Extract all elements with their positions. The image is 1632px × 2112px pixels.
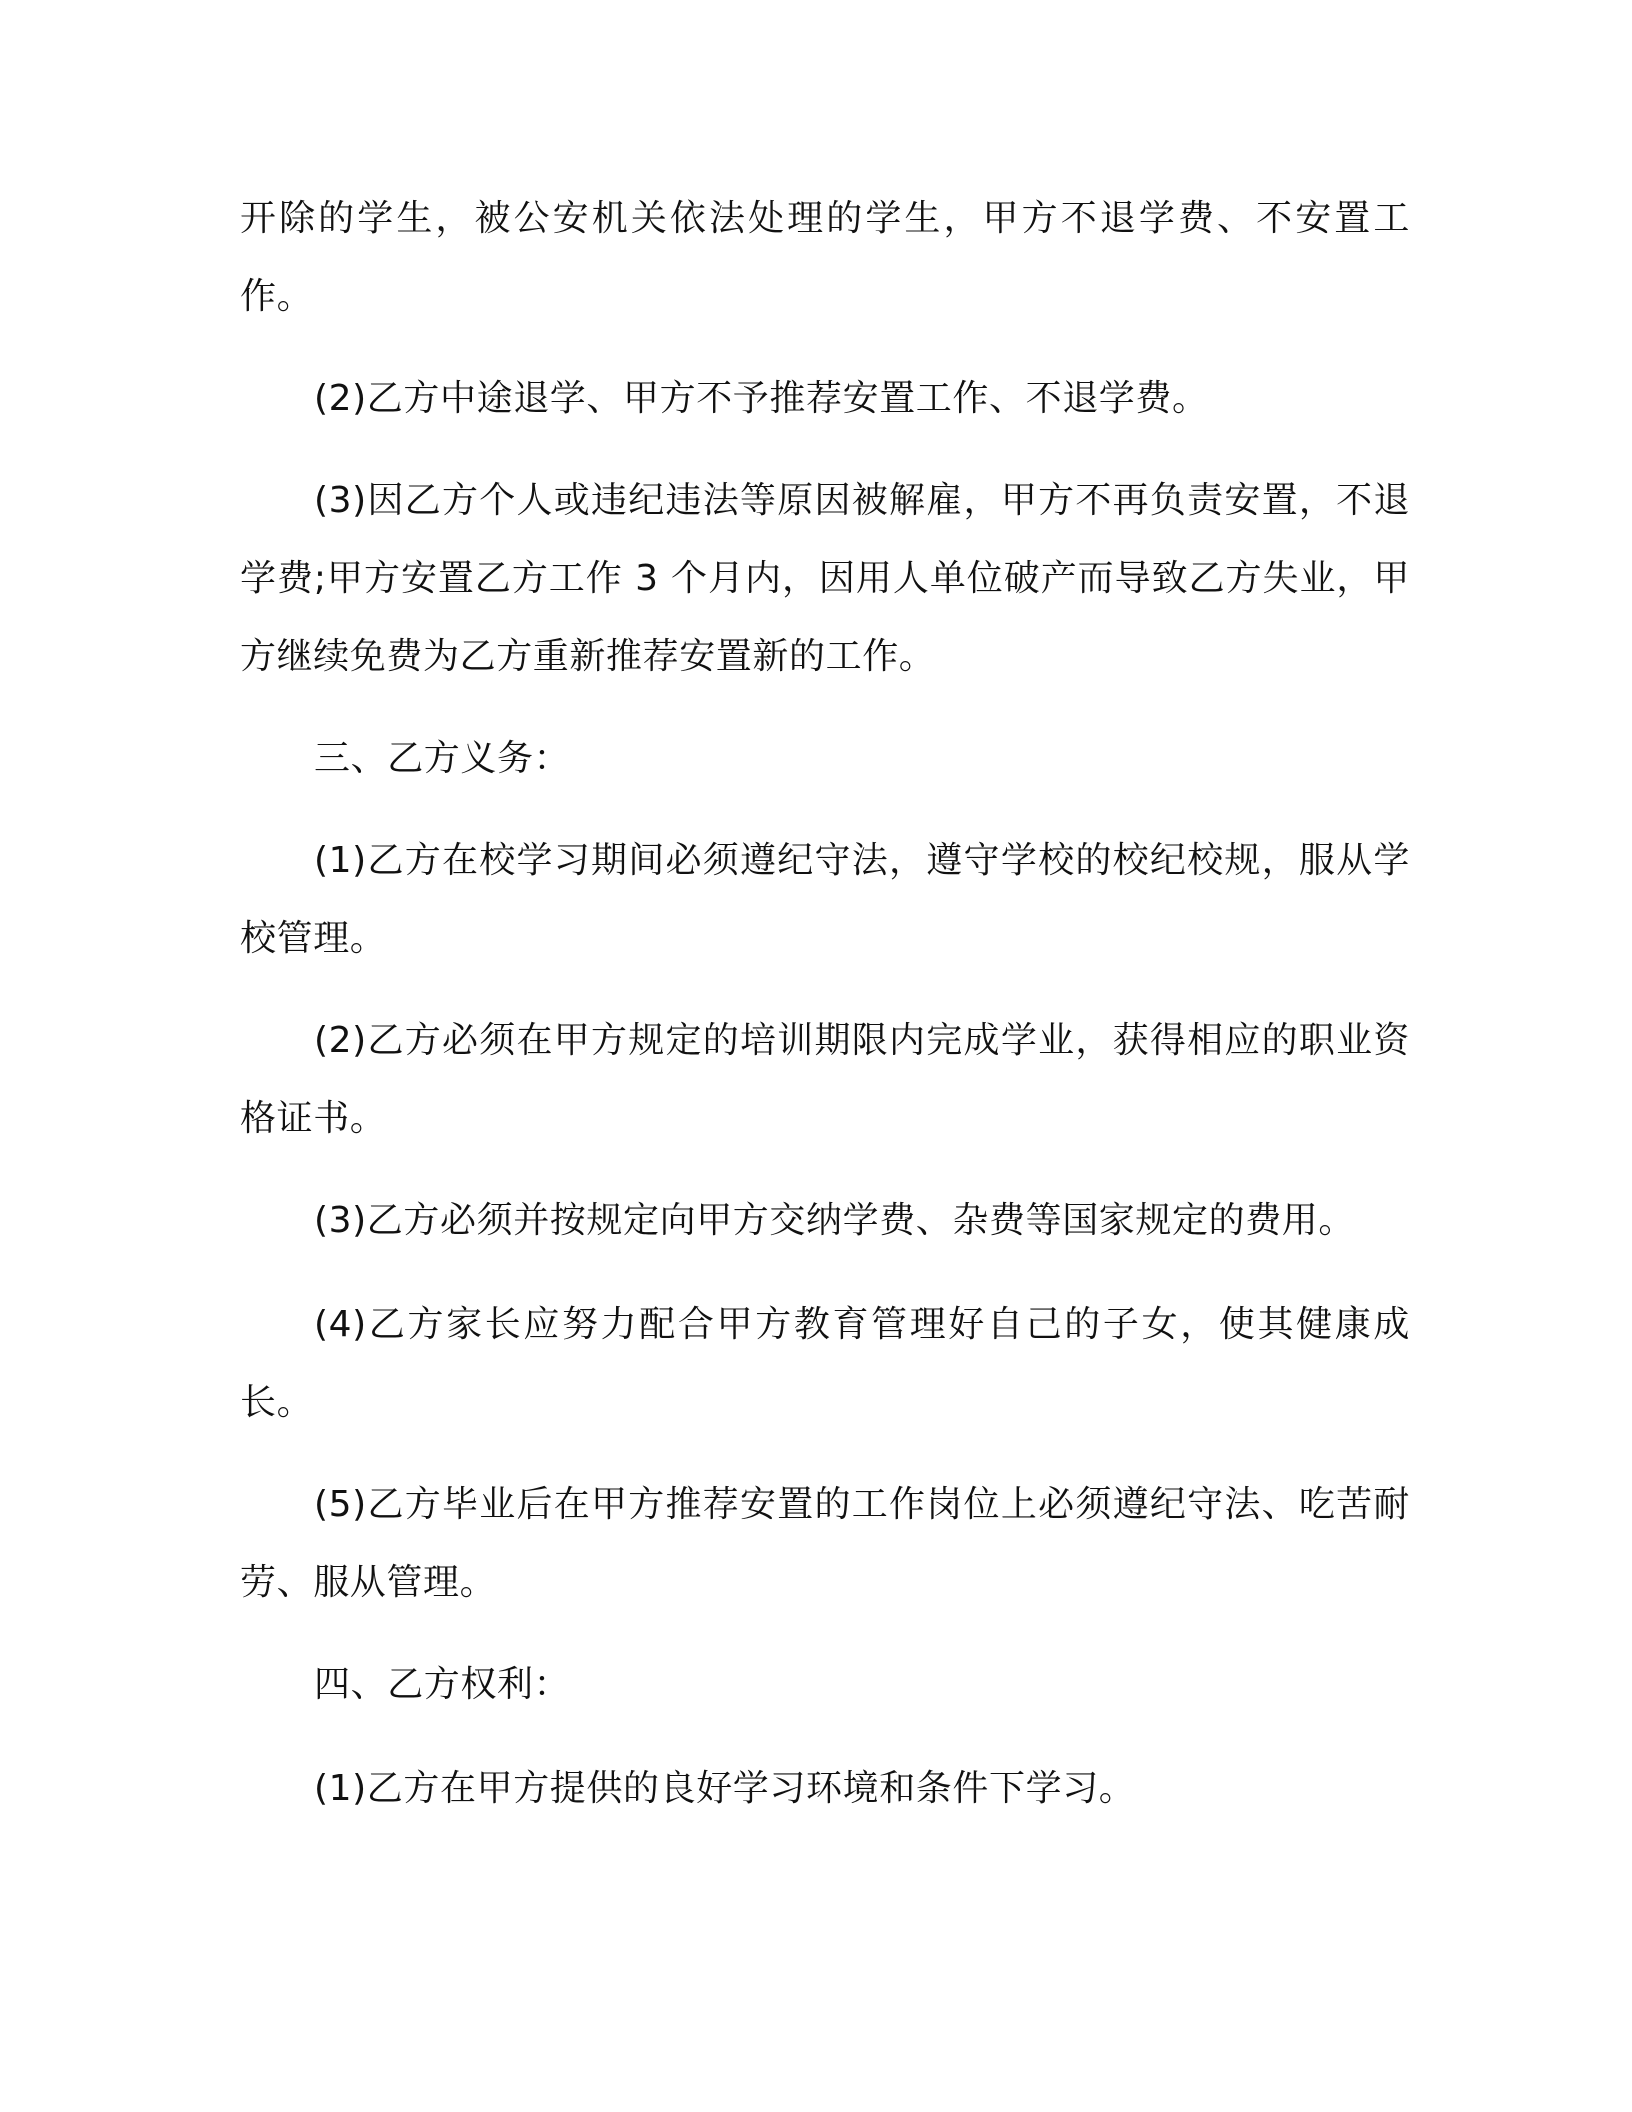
paragraph-obligation-1: (1)乙方在校学习期间必须遵纪守法，遵守学校的校纪校规，服从学校管理。 <box>240 840 1410 959</box>
paragraph-clause-2: (2)乙方中途退学、甲方不予推荐安置工作、不退学费。 <box>314 378 1209 419</box>
paragraph-right-1: (1)乙方在甲方提供的良好学习环境和条件下学习。 <box>314 1768 1136 1809</box>
paragraph-obligation-2: (2)乙方必须在甲方规定的培训期限内完成学业，获得相应的职业资格证书。 <box>240 1020 1410 1139</box>
paragraph-clause-3: (3)因乙方个人或违纪违法等原因被解雇，甲方不再负责安置，不退学费;甲方安置乙方工作 3 个月内，因用人单位破产而导致乙方失业，甲方继续免费为乙方重新推荐安置新的工作。 <box>240 480 1410 677</box>
section-heading-rights: 四、乙方权利： <box>314 1664 571 1705</box>
paragraph-obligation-3: (3)乙方必须并按规定向甲方交纳学费、杂费等国家规定的费用。 <box>314 1200 1355 1241</box>
paragraph-continued: 开除的学生，被公安机关依法处理的学生，甲方不退学费、不安置工作。 <box>240 198 1410 317</box>
paragraph-obligation-5: (5)乙方毕业后在甲方推荐安置的工作岗位上必须遵纪守法、吃苦耐劳、服从管理。 <box>240 1484 1410 1603</box>
section-heading-obligations: 三、乙方义务： <box>314 738 571 779</box>
paragraph-obligation-4: (4)乙方家长应努力配合甲方教育管理好自己的子女，使其健康成长。 <box>240 1304 1410 1423</box>
